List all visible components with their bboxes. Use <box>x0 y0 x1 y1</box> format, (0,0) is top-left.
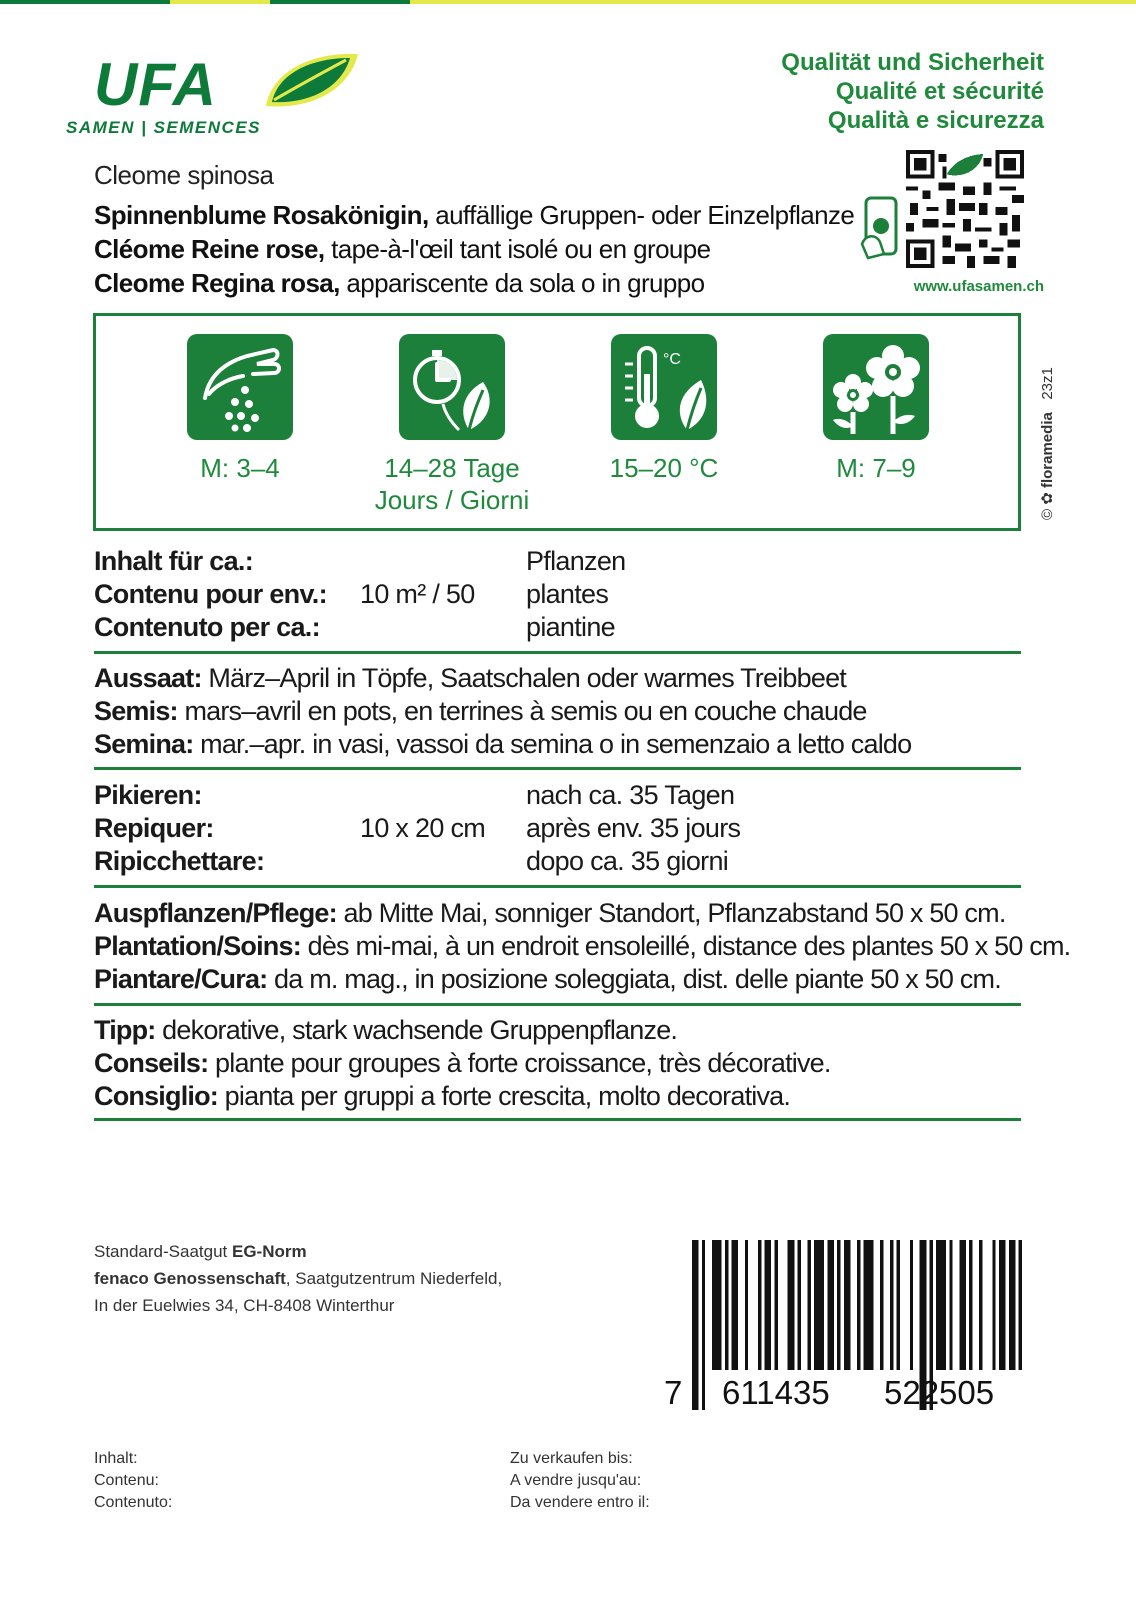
germination-days-label-2: Jours / Giorni <box>374 485 530 515</box>
pricking-row-de: Pikieren: nach ca. 35 Tagen <box>94 780 735 810</box>
flowering-time-label: M: 7–9 <box>836 453 916 483</box>
tip-it: Consiglio: pianta per gruppi a forte crescita, molto decorativa. <box>94 1081 791 1111</box>
planting-it: Piantare/Cura: da m. mag., in posizione soleggiata, dist. delle piante 50 x 50 cm. <box>94 964 1001 994</box>
contents-section <box>94 546 1024 645</box>
planting-section <box>94 897 1071 996</box>
divider <box>94 1003 1021 1006</box>
species-name: Cleome spinosa <box>94 160 274 190</box>
pricking-row-it: Ripicchettare: dopo ca. 35 giorni <box>94 846 729 876</box>
pricking-section <box>94 780 1024 879</box>
producer-info <box>94 1238 502 1319</box>
sowing-section <box>94 662 1024 761</box>
barcode-digits-right: 522505 <box>884 1374 995 1411</box>
sowing-time-cell <box>140 334 340 484</box>
divider <box>94 885 1021 888</box>
logo-wordmark: UFA <box>94 51 217 118</box>
flowering-cell <box>776 334 976 484</box>
quality-heading <box>781 48 1044 135</box>
divider <box>94 1118 1021 1121</box>
name-fr: Cléome Reine rose, tape-à-l'œil tant isolé ou en groupe <box>94 234 711 264</box>
phone-scan-icon <box>860 194 904 264</box>
contents-row-fr: Contenu pour env.: 10 m² / 50 plantes <box>94 579 609 609</box>
logo-subtitle: SAMEN | SEMENCES <box>66 118 262 137</box>
barcode-digits-left: 611435 <box>722 1374 830 1411</box>
pricking-spacing: 10 x 20 cm <box>360 813 486 843</box>
sowing-time-label: M: 3–4 <box>200 453 280 483</box>
sowing-hand-icon <box>187 334 293 440</box>
thermometer-icon <box>611 334 717 440</box>
company-line: fenaco Genossenschaft, Saatgutzentrum Niederfeld, <box>94 1269 503 1288</box>
germination-cell <box>352 334 552 516</box>
germination-timer-icon <box>399 334 505 440</box>
contents-row-de: Inhalt für ca.: Pflanzen <box>94 546 626 576</box>
quality-fr: Qualité et sécurité <box>835 78 1044 105</box>
name-it: Cleome Regina rosa, appariscente da sola o in gruppo <box>94 268 705 298</box>
temperature-cell <box>564 334 764 484</box>
sowing-it: Semina: mar.–apr. in vasi, vassoi da semina o in semenzaio a letto caldo <box>94 729 912 759</box>
temperature-label: 15–20 °C <box>609 453 719 483</box>
name-de: Spinnenblume Rosakönigin, auffällige Gruppen- oder Einzelpflanze <box>94 200 855 230</box>
quality-de: Qualität und Sicherheit <box>781 49 1044 76</box>
planting-de: Auspflanzen/Pflege: ab Mitte Mai, sonniger Standort, Pflanzabstand 50 x 50 cm. <box>94 898 1006 928</box>
germination-days-label: 14–28 Tage <box>384 453 520 483</box>
common-names <box>94 198 854 300</box>
tip-de: Tipp: dekorative, stark wachsende Gruppenpflanze. <box>94 1015 678 1045</box>
top-color-bar <box>0 0 1136 4</box>
seed-standard: Standard-Saatgut EG-Norm <box>94 1242 307 1261</box>
tip-fr: Conseils: plante pour groupes à forte croissance, très décorative. <box>94 1048 831 1078</box>
contents-row-it: Contenuto per ca.: piantine <box>94 612 615 642</box>
website-url: www.ufasamen.ch <box>913 278 1044 295</box>
cultivation-icons-panel <box>93 313 1021 531</box>
floramedia-credit: © ✿ floramedia 23z1 <box>1039 367 1056 520</box>
sell-by-field-labels: Zu verkaufen bis: A vendre jusqu'au: Da vendere entro il: <box>510 1450 650 1511</box>
barcode-digit-first: 7 <box>664 1374 683 1411</box>
address-line: In der Euelwies 34, CH-8408 Winterthur <box>94 1296 395 1315</box>
sowing-de: Aussaat: März–April in Töpfe, Saatschalen oder warmes Treibbeet <box>94 663 846 693</box>
sowing-fr: Semis: mars–avril en pots, en terrines à semis ou en couche chaude <box>94 696 867 726</box>
divider <box>94 651 1021 654</box>
tips-section <box>94 1014 1024 1113</box>
leaf-icon <box>262 48 362 112</box>
divider <box>94 767 1021 770</box>
flowers-icon <box>823 334 929 440</box>
qr-code-icon <box>906 150 1024 268</box>
svg-text:°C: °C <box>663 351 681 368</box>
contents-value: 10 m² / 50 <box>360 579 475 609</box>
content-field-labels: Inhalt: Contenu: Contenuto: <box>94 1450 173 1511</box>
ufa-logo <box>66 46 366 146</box>
pricking-row-fr: Repiquer: 10 x 20 cm après env. 35 jours <box>94 813 741 843</box>
planting-fr: Plantation/Soins: dès mi-mai, à un endroit ensoleillé, distance des plantes 50 x 50 cm. <box>94 931 1071 961</box>
quality-it: Qualità e sicurezza <box>827 107 1044 134</box>
